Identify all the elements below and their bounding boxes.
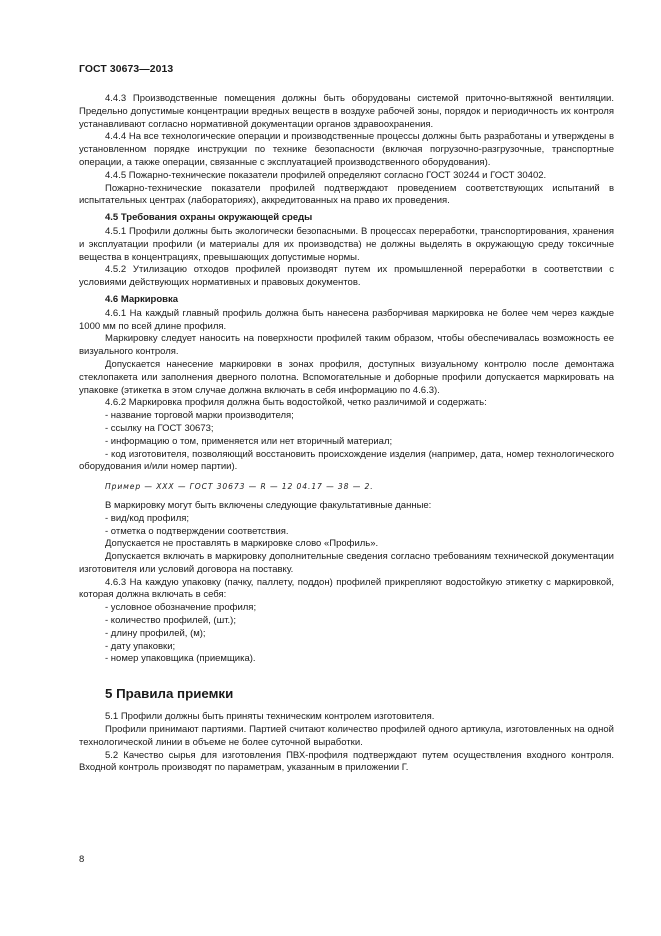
paragraph-4-6-1: 4.6.1 На каждый главный профиль должна быть нанесена разборчивая маркировка не более чем через каждые 1000 мм по всей длине профиля. <box>79 307 614 332</box>
paragraph-4-6-2: 4.6.2 Маркировка профиля должна быть водостойкой, четко различимой и содержать: <box>105 397 487 409</box>
section-heading-4-5: 4.5 Требования охраны окружающей среды <box>105 212 313 224</box>
paragraph-4-4-5: 4.4.5 Пожарно-технические показатели профилей определяют согласно ГОСТ 30244 и ГОСТ 30402. <box>105 169 547 181</box>
section-heading-4-6: 4.6 Маркировка <box>105 293 179 305</box>
list-item: - отметка о подтверждении соответствия. <box>105 525 289 537</box>
paragraph-4-6-3: 4.6.3 На каждую упаковку (пачку, паллету, поддон) профилей прикрепляют водостойкую этикетку с маркировкой, которая должна включать в себя: <box>79 576 614 601</box>
paragraph-4-6-1-visual-control: Маркировку следует наносить на поверхности профилей таким образом, чтобы обеспечивалась возможность ее визуального контроля. <box>79 333 614 358</box>
list-item: - вид/код профиля; <box>105 512 190 524</box>
list-item: - код изготовителя, позволяющий восстановить происхождение изделия (например, дата, номер технологического оборудования и/или номер партии). <box>79 448 614 473</box>
paragraph-4-6-1-packaging: Допускается нанесение маркировки в зонах профиля, доступных визуальному контролю после демонтажа стеклопакета или заполнения дверного полотна. Вспомогательные и доборные профили допускается маркировать на упаковке (этикетка в этом случае должна включать в себя информацию по 4.6.3). <box>79 358 614 396</box>
paragraph-5-2: 5.2 Качество сырья для изготовления ПВХ-профиля подтверждают путем осуществления входного контроля. Входной контроль производят по параметрам, указанным в приложении Г. <box>79 749 614 774</box>
list-item: - ссылку на ГОСТ 30673; <box>105 422 214 434</box>
section-heading-5: 5 Правила приемки <box>105 686 234 702</box>
paragraph-5-1-batches: Профили принимают партиями. Партией считают количество профилей одного артикула, изготовленных на одной технологической линии в объеме не более суточной выработки. <box>79 724 614 748</box>
list-item: - количество профилей, (шт.); <box>105 615 236 627</box>
paragraph-word-profile: Допускается не проставлять в маркировке слово «Профиль». <box>105 538 379 550</box>
list-item: - информацию о том, применяется или нет вторичный материал; <box>105 435 393 447</box>
list-item: - длину профилей, (м); <box>105 627 206 639</box>
list-item: - дату упаковки; <box>105 640 176 652</box>
paragraph-optional-data: В маркировку могут быть включены следующие факультативные данные: <box>105 499 432 511</box>
paragraph-4-4-5-fire-tests: Пожарно-технические показатели профилей подтверждают проведением соответствующих испытаний в испытательных центрах (лабораториях), аккредитованных на право их проведения. <box>79 182 614 207</box>
paragraph-4-4-4: 4.4.4 На все технологические операции и производственные процессы должны быть разработаны и утверждены в установленном порядке инструкции по технике безопасности (включая погрузочно-разгрузочные, транспортные операции, а также операции, связанные с эксплуатацией производственного оборудования). <box>79 131 614 168</box>
list-item: - название торговой марки производителя; <box>105 410 294 422</box>
page-number: 8 <box>79 854 85 865</box>
document-code-header: ГОСТ 30673—2013 <box>79 64 174 75</box>
list-item: - условное обозначение профиля; <box>105 602 257 614</box>
paragraph-4-4-3: 4.4.3 Производственные помещения должны быть оборудованы системой приточно-вытяжной вентиляции. Предельно допустимые концентрации вредных веществ в воздухе рабочей зоны, порядок и периодичность их контроля устанавливают согласно нормативной документации органов здравоохранения. <box>79 93 614 130</box>
list-item: - номер упаковщика (приемщика). <box>105 653 256 665</box>
paragraph-4-5-2: 4.5.2 Утилизацию отходов профилей производят путем их промышленной переработки в соответствии с условиями действующих нормативных и правовых документов. <box>79 264 614 289</box>
paragraph-extra-info: Допускается включать в маркировку дополнительные сведения согласно требованиям технической документации изготовителя или условий договора на поставку. <box>79 551 614 575</box>
document-body <box>79 93 614 775</box>
paragraph-4-5-1: 4.5.1 Профили должны быть экологически безопасными. В процессах переработки, транспортирования, хранения и эксплуатации профили (и материалы для их производства) не должны выделять в окружающую среду токсичные вещества в концентрациях, превышающих допустимые нормы. <box>79 225 614 263</box>
marking-example: Пример — ХХХ — ГОСТ 30673 — R — 12 04.17 — 38 — 2. <box>105 482 374 492</box>
paragraph-5-1: 5.1 Профили должны быть приняты техническим контролем изготовителя. <box>105 711 435 723</box>
